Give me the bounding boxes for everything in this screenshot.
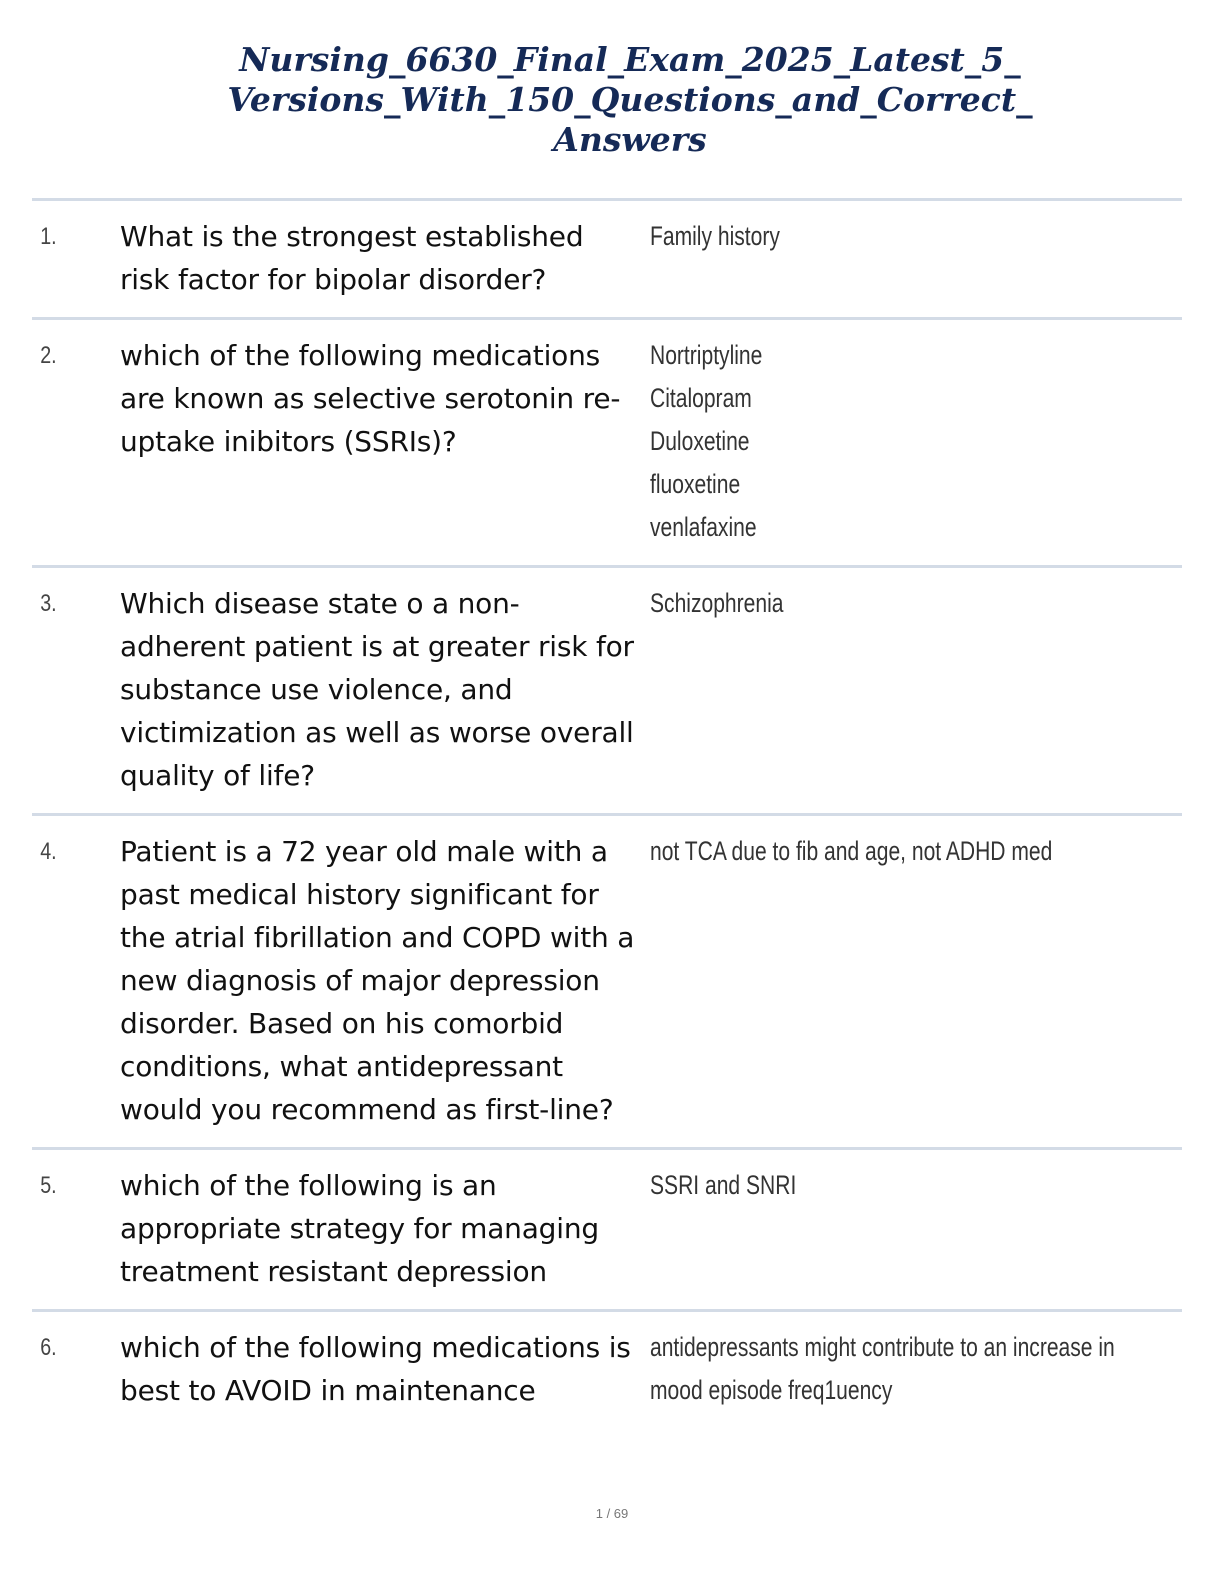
answer-line: Family history: [650, 221, 780, 251]
answer-line: not TCA due to fib and age, not ADHD med: [650, 836, 1053, 866]
question-row-1: [32, 201, 1182, 320]
question-number: 4.: [40, 838, 57, 865]
answer-line: Schizophrenia: [650, 588, 784, 618]
question-row-3: [32, 568, 1182, 816]
page-indicator: 1 / 69: [595, 1506, 629, 1521]
answer-block: [640, 830, 1182, 1131]
question-number: 6.: [40, 1334, 57, 1361]
answer-line: venlafaxine: [650, 512, 757, 542]
answer-line: Citalopram: [650, 383, 752, 413]
answer-block: [640, 1164, 1182, 1293]
answer-block: [640, 215, 1182, 301]
answer-line: mood episode freq1uency: [650, 1375, 893, 1405]
question-text: Which disease state o a non-adherent patient is at greater risk for substance use violence, and victimization as well as worse overall quality of life?: [120, 587, 634, 792]
title-line-1: Nursing_6630_Final_Exam_2025_Latest_5_: [239, 40, 1021, 79]
question-text: Patient is a 72 year old male with a past medical history significant for the atrial fibrillation and COPD with a new diagnosis of major depression disorder. Based on his comorbid conditions, what antidepressant would you recommend as first-line?: [120, 835, 635, 1126]
title-line-3: Answers: [553, 120, 707, 159]
question-number: 3.: [40, 590, 57, 617]
question-row-6: [32, 1312, 1182, 1428]
answer-block: [640, 582, 1182, 797]
document-title: [150, 40, 1110, 160]
answer-block: [640, 1326, 1224, 1412]
question-number: 2.: [40, 342, 57, 369]
answer-line: Duloxetine: [650, 426, 750, 456]
question-text: What is the strongest established risk factor for bipolar disorder?: [120, 220, 584, 296]
question-number: 1.: [40, 223, 57, 250]
question-text: which of the following medications is best to AVOID in maintenance: [120, 1331, 631, 1407]
answer-line: antidepressants might contribute to an increase in: [650, 1332, 1115, 1362]
answer-line: fluoxetine: [650, 469, 741, 499]
question-list: [32, 198, 1182, 1428]
answer-line: SSRI and SNRI: [650, 1170, 797, 1200]
question-row-4: [32, 816, 1182, 1150]
answer-block: [640, 334, 1182, 549]
question-row-5: [32, 1150, 1182, 1312]
question-text: which of the following is an appropriate strategy for managing treatment resistant depression: [120, 1169, 599, 1288]
question-number: 5.: [40, 1172, 57, 1199]
title-line-2: Versions_With_150_Questions_and_Correct_: [227, 80, 1033, 119]
question-row-2: [32, 320, 1182, 568]
answer-line: Nortriptyline: [650, 340, 763, 370]
question-text: which of the following medications are known as selective serotonin re-uptake inibitors (SSRIs)?: [120, 339, 621, 458]
